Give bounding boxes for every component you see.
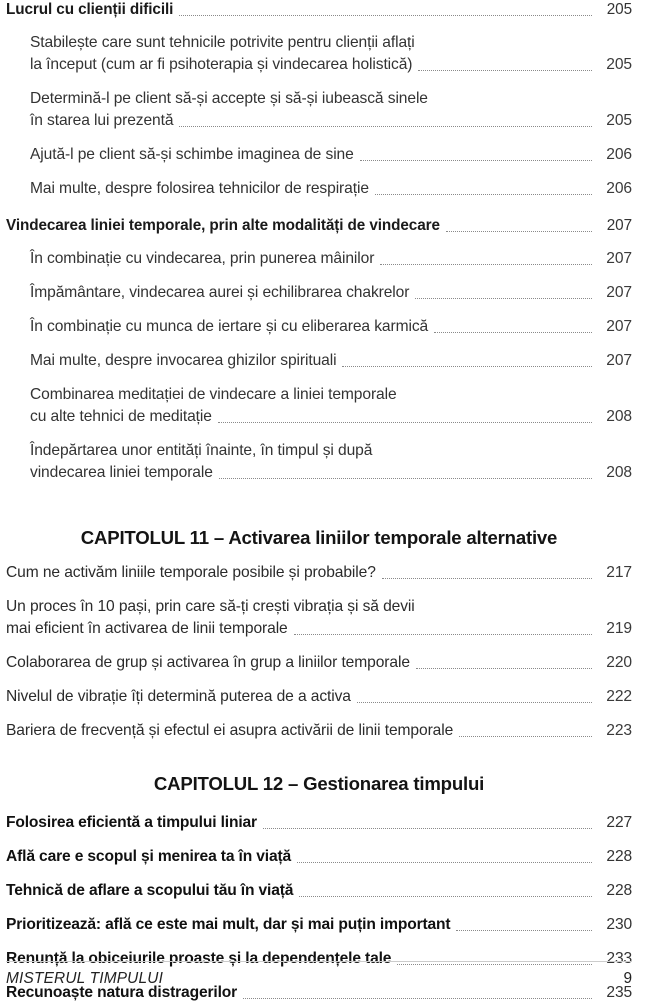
leader-dots: [342, 356, 592, 372]
chapter-entry-label: Prioritizează: află ce este mai mult, dar și mai puțin important: [6, 916, 451, 933]
spacer: [6, 484, 632, 526]
spacer: [6, 902, 632, 914]
toc-subentry[interactable]: [30, 88, 632, 132]
leader-dots: [179, 116, 592, 132]
spacer: [6, 338, 632, 350]
toc-subentry-row: [30, 462, 632, 484]
spacer: [6, 742, 632, 772]
toc-subentry-label: Ajută-l pe client să-și schimbe imaginea de sine: [30, 146, 354, 163]
chapter-entry-page-number: 228: [606, 848, 632, 865]
toc-subentry-page-number: 208: [606, 408, 632, 425]
toc-subentry-page-number: 205: [606, 56, 632, 73]
toc-subentry-page-number: 207: [606, 284, 632, 301]
spacer: [6, 20, 632, 32]
footer-divider: [6, 961, 632, 962]
toc-section-heading-label: Lucrul cu clienții dificili: [6, 1, 174, 18]
toc-subentry-label: Mai multe, despre invocarea ghizilor spirituali: [30, 352, 337, 369]
chapter-entry-row: [6, 812, 632, 834]
toc-subentry-line1: Combinarea meditației de vindecare a liniei temporale: [30, 386, 397, 403]
chapter-entry-page-number: 235: [606, 984, 632, 1001]
leader-dots: [297, 852, 592, 868]
leader-dots: [415, 288, 592, 304]
chapter-entry-row: [6, 562, 632, 584]
toc-section-heading-page-number: 207: [606, 217, 632, 234]
toc-section-heading-row: [6, 216, 632, 236]
toc-subentry[interactable]: [30, 178, 632, 200]
spacer: [6, 428, 632, 440]
spacer: [6, 200, 632, 216]
chapter-entry-page-number: 227: [606, 814, 632, 831]
chapter-entry-page-number: 222: [606, 688, 632, 705]
spacer: [6, 868, 632, 880]
toc-subentry-label: Împământare, vindecarea aurei și echilibrarea chakrelor: [30, 284, 410, 301]
spacer: [6, 550, 632, 562]
chapter-entry[interactable]: [6, 686, 632, 708]
chapter-entry-row: [6, 720, 632, 742]
spacer: [6, 166, 632, 178]
chapter-entry-page-number: 228: [606, 882, 632, 899]
toc-subentry-row: [30, 54, 632, 76]
leader-dots: [446, 221, 592, 236]
leader-dots: [380, 254, 592, 270]
chapter-entry-row: [6, 846, 632, 868]
leader-dots: [299, 886, 592, 902]
chapter-entry-label: Renunță la obiceiurile proaste și la dependențele tale: [6, 950, 392, 967]
toc-subentry-row: [30, 316, 632, 338]
chapter-entry-label: Bariera de frecvență și efectul ei asupra activării de linii temporale: [6, 722, 454, 739]
spacer: [6, 304, 632, 316]
leader-dots: [459, 726, 592, 742]
page-footer: [6, 961, 632, 988]
toc-subentry-label: În combinație cu vindecarea, prin punerea mâinilor: [30, 250, 375, 267]
leader-dots: [434, 322, 592, 338]
toc-subentry-row: [30, 110, 632, 132]
toc-subentry-line1: Îndepărtarea unor entități înainte, în timpul și după: [30, 442, 373, 459]
footer-book-title: MISTERUL TIMPULUI: [6, 970, 164, 987]
toc-subentry[interactable]: [30, 144, 632, 166]
spacer: [6, 372, 632, 384]
chapter-entry-page-number: 233: [606, 950, 632, 967]
toc-subentry-page-number: 206: [606, 146, 632, 163]
toc-subentry-page-number: 208: [606, 464, 632, 481]
spacer: [6, 796, 632, 812]
leader-dots: [294, 624, 592, 640]
leader-dots: [263, 818, 592, 834]
chapter-entry[interactable]: [6, 812, 632, 834]
toc-subentry[interactable]: [30, 32, 632, 76]
footer-page-number: 9: [623, 970, 632, 987]
leader-dots: [382, 568, 592, 584]
leader-dots: [179, 5, 592, 20]
chapter-entry-row: [6, 652, 632, 674]
chapter-entry-row: [6, 880, 632, 902]
spacer: [6, 236, 632, 248]
spacer: [6, 640, 632, 652]
chapter-entry-label: Folosirea eficientă a timpului liniar: [6, 814, 257, 831]
chapter-entry[interactable]: [6, 846, 632, 868]
leader-dots: [375, 184, 592, 200]
chapter-entry-label: Colaborarea de grup și activarea în grup a liniilor temporale: [6, 654, 410, 671]
toc-subentry-page-number: 206: [606, 180, 632, 197]
chapter-entry[interactable]: [6, 880, 632, 902]
toc-subentry-row: [30, 282, 632, 304]
spacer: [6, 708, 632, 720]
toc-subentry[interactable]: [30, 248, 632, 270]
toc-body: [6, 0, 632, 1004]
toc-subentry-row: [30, 406, 632, 428]
spacer: [6, 76, 632, 88]
toc-subentry-page-number: 207: [606, 250, 632, 267]
toc-subentry-label: la început (cum ar fi psihoterapia și vindecarea holistică): [30, 56, 413, 73]
toc-subentry-row: [30, 144, 632, 166]
leader-dots: [456, 920, 592, 936]
chapter-entry-page-number: 217: [606, 564, 632, 581]
toc-subentry[interactable]: [30, 282, 632, 304]
toc-section-heading-page-number: 205: [606, 1, 632, 18]
spacer: [6, 270, 632, 282]
toc-subentry-label: în starea lui prezentă: [30, 112, 174, 129]
chapter-entry-row: [6, 618, 632, 640]
chapter-entry-row: [6, 686, 632, 708]
toc-subentry-row: [30, 178, 632, 200]
toc-subentry-line1: Stabilește care sunt tehnicile potrivite pentru clienții aflați: [30, 34, 415, 51]
leader-dots: [218, 412, 592, 428]
leader-dots: [360, 150, 592, 166]
chapter-entry-page-number: 223: [606, 722, 632, 739]
chapter-entry[interactable]: [6, 596, 632, 640]
chapter-entry-page-number: 230: [606, 916, 632, 933]
toc-subentry-row: [30, 350, 632, 372]
leader-dots: [243, 988, 592, 1004]
leader-dots: [219, 468, 592, 484]
toc-subentry-line1: Determină-l pe client să-și accepte și să-și iubească sinele: [30, 90, 428, 107]
spacer: [6, 936, 632, 948]
chapter-entry[interactable]: [6, 652, 632, 674]
chapter-entry[interactable]: [6, 914, 632, 936]
chapter-entry-row: [6, 914, 632, 936]
toc-subentry[interactable]: [30, 350, 632, 372]
chapter-entry-label: Află care e scopul și menirea ta în viață: [6, 848, 292, 865]
chapter-entry-label: Tehnică de aflare a scopului tău în viață: [6, 882, 294, 899]
chapter-entry-label: Recunoaște natura distragerilor: [6, 984, 238, 1001]
toc-subentry-label: În combinație cu munca de iertare și cu eliberarea karmică: [30, 318, 429, 335]
chapter-heading: CAPITOLUL 12 – Gestionarea timpului: [153, 773, 485, 794]
leader-dots: [416, 658, 592, 674]
chapter-entry-page-number: 219: [606, 620, 632, 637]
chapter-heading: CAPITOLUL 11 – Activarea liniilor temporale alternative: [80, 527, 558, 548]
toc-subentry-label: cu alte tehnici de meditație: [30, 408, 212, 425]
spacer: [6, 132, 632, 144]
spacer: [6, 834, 632, 846]
leader-dots: [418, 60, 592, 76]
toc-subentry[interactable]: [30, 440, 632, 484]
chapter-entry-label: Nivelul de vibrație îți determină puterea de a activa: [6, 688, 351, 705]
spacer: [6, 674, 632, 686]
toc-subentry[interactable]: [30, 316, 632, 338]
toc-section-heading[interactable]: [6, 216, 632, 236]
toc-subentry-page-number: 205: [606, 112, 632, 129]
chapter-entry-page-number: 220: [606, 654, 632, 671]
leader-dots: [357, 692, 592, 708]
toc-section-heading[interactable]: [6, 0, 632, 20]
toc-subentry-label: Mai multe, despre folosirea tehnicilor de respirație: [30, 180, 369, 197]
chapter-entry[interactable]: [6, 720, 632, 742]
toc-subentry-row: [30, 248, 632, 270]
chapter-entry[interactable]: [6, 562, 632, 584]
chapter-entry-line1: Un proces în 10 pași, prin care să-ți crești vibrația și să devii: [6, 598, 415, 615]
toc-subentry[interactable]: [30, 384, 632, 428]
toc-subentry-label: vindecarea liniei temporale: [30, 464, 213, 481]
chapter-entry-label: mai eficient în activarea de linii temporale: [6, 620, 288, 637]
toc-subentry-page-number: 207: [606, 352, 632, 369]
spacer: [6, 584, 632, 596]
toc-subentry-page-number: 207: [606, 318, 632, 335]
toc-section-heading-label: Vindecarea liniei temporale, prin alte modalități de vindecare: [6, 217, 440, 234]
chapter-entry-label: Cum ne activăm liniile temporale posibile și probabile?: [6, 564, 376, 581]
toc-section-heading-row: [6, 0, 632, 20]
